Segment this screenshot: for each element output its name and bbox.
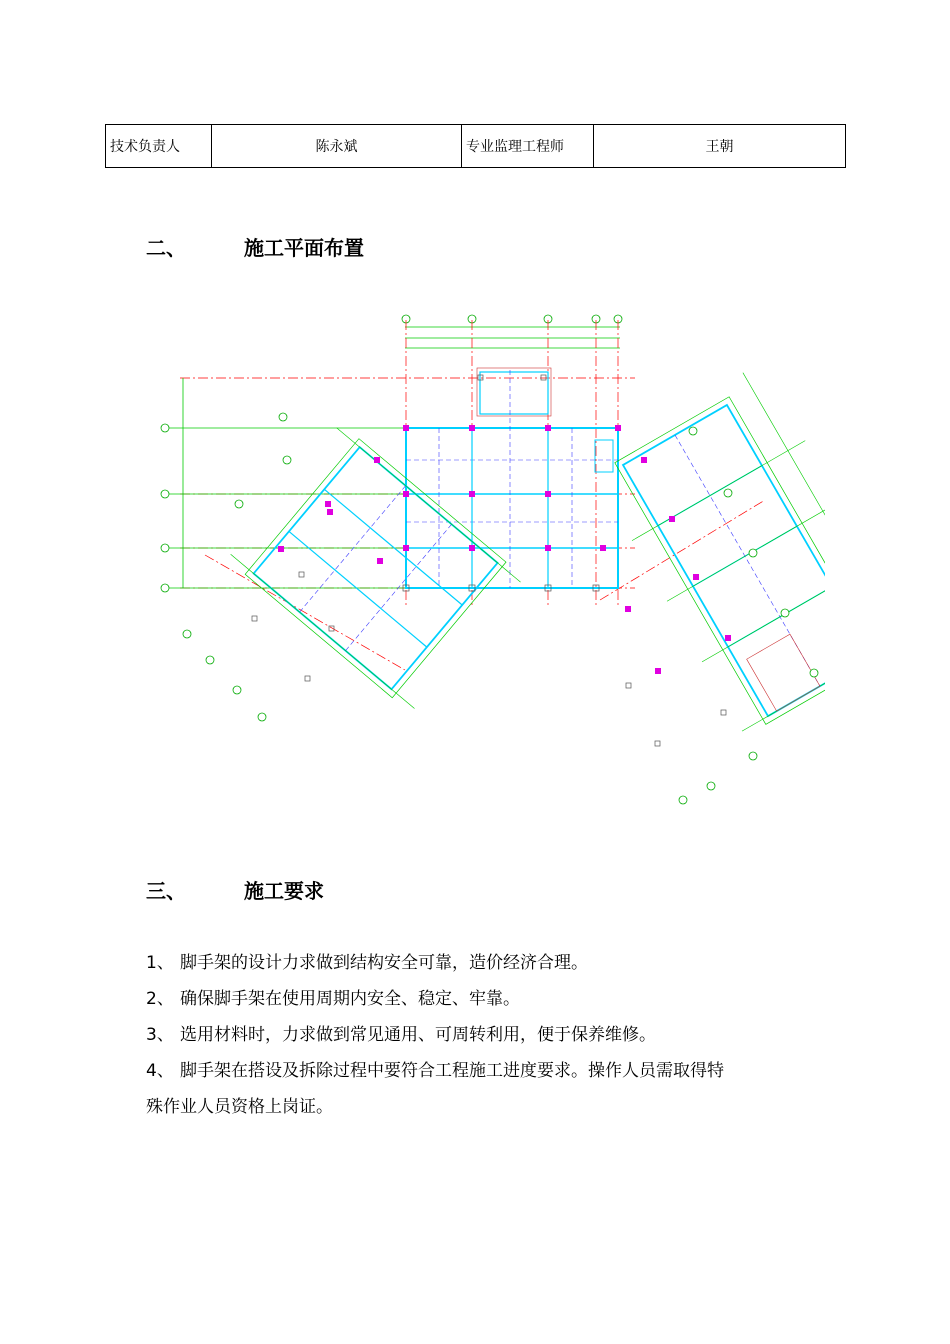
supervisor-label: 专业监理工程师: [462, 125, 594, 168]
site-plan-drawing: [155, 300, 825, 810]
requirement-text: 脚手架的设计力求做到结构安全可靠，造价经济合理。: [180, 953, 588, 973]
section2-title: 施工平面布置: [244, 236, 364, 260]
tech-lead-label: 技术负责人: [106, 125, 212, 168]
requirement-text: 确保脚手架在使用周期内安全、稳定、牢靠。: [180, 989, 520, 1009]
axis-bubbles-left: [161, 424, 169, 592]
requirement-number: 4、: [146, 1061, 174, 1081]
requirement-text: 脚手架在搭设及拆除过程中要符合工程施工进度要求。操作人员需取得特: [180, 1061, 724, 1081]
section3-number: 三、: [146, 879, 186, 903]
section2-number: 二、: [146, 236, 186, 260]
requirement-text: 殊作业人员资格上岗证。: [146, 1097, 333, 1117]
top-dimension-lines: [405, 327, 620, 348]
left-dimension-lines: [167, 378, 405, 588]
requirement-number: 3、: [146, 1025, 174, 1045]
requirement-number: 1、: [146, 953, 174, 973]
requirement-item: [146, 1017, 806, 1053]
signature-table: [105, 124, 846, 168]
axis-bubbles-right: [679, 427, 818, 804]
axis-bubbles-top: [402, 315, 622, 323]
section3-heading: [146, 875, 324, 904]
requirement-item: [146, 1053, 806, 1089]
central-building: [406, 368, 618, 588]
axis-bubbles-left-wing: [183, 413, 291, 721]
requirement-item: [146, 981, 806, 1017]
tech-lead-name: 陈永斌: [212, 125, 462, 168]
right-wing: [587, 363, 825, 757]
requirement-item: [146, 945, 806, 981]
section3-title: 施工要求: [244, 879, 324, 903]
requirement-number: 2、: [146, 989, 174, 1009]
requirement-item-continuation: [146, 1089, 806, 1125]
requirement-text: 选用材料时，力求做到常见通用、可周转利用，便于保养维修。: [180, 1025, 656, 1045]
section2-heading: [146, 232, 364, 261]
supervisor-name: 王朝: [594, 125, 846, 168]
signature-row: [106, 125, 846, 168]
left-wing: [227, 423, 525, 713]
requirements-list: [146, 945, 806, 1125]
